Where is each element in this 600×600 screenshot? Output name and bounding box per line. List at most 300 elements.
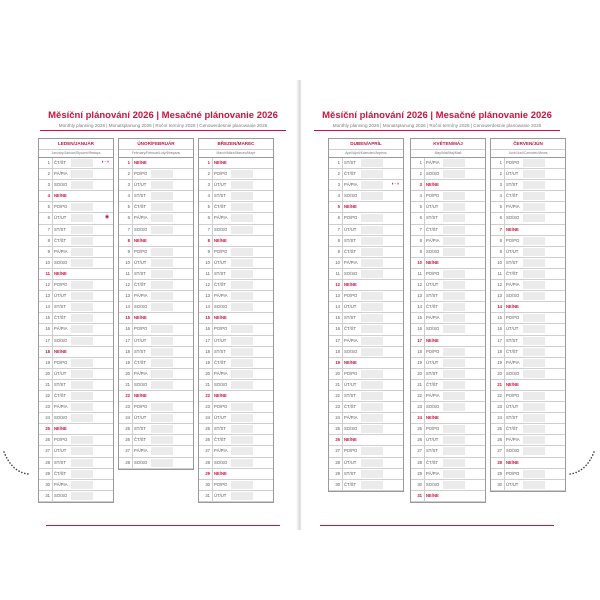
note-field: [443, 348, 465, 356]
day-number: 21: [417, 381, 422, 387]
weekday-label: ST/ST: [426, 448, 438, 454]
weekday-label: PÁ/PIA: [134, 293, 148, 299]
day-number: 23: [497, 404, 502, 410]
note-field: [523, 170, 545, 178]
note-field: [71, 181, 93, 189]
month-translations: June/Juni/Czerwiec/Июнь: [491, 149, 565, 157]
note-field: [151, 203, 173, 211]
day-number: 3: [47, 182, 50, 188]
weekday-label: ČT/ŠT: [134, 437, 147, 443]
weekday-label: SO/SO: [214, 226, 228, 232]
day-number: 1: [419, 160, 422, 165]
weekday-label: ÚT/UT: [214, 337, 227, 343]
dotted-ribbon-icon: [568, 450, 596, 476]
note-field: [523, 470, 545, 478]
day-number: 5: [337, 204, 340, 210]
day-number: 10: [335, 259, 340, 265]
day-number: 15: [335, 315, 340, 321]
weekday-label: SO/SO: [344, 426, 358, 432]
moon-phase-icon: ◐-◑: [391, 182, 399, 188]
note-field: [523, 481, 545, 489]
day-row: [491, 469, 565, 480]
note-field: [231, 337, 253, 345]
weekday-label: ÚT/UT: [214, 259, 227, 265]
note-field: [231, 436, 253, 444]
note-field: [443, 192, 465, 200]
day-number: 29: [205, 470, 210, 476]
weekday-label: PO/PO: [426, 270, 440, 276]
note-field: [523, 314, 545, 322]
page-title: Měsíční plánování 2026 | Mesačné plánovanie 2026: [322, 110, 552, 121]
weekday-label: ÚT/UT: [344, 381, 357, 387]
weekday-label: ČT/ŠT: [426, 226, 439, 232]
day-number: 16: [497, 326, 502, 332]
day-row: [491, 336, 565, 347]
day-number: 13: [205, 293, 210, 299]
note-field: [523, 203, 545, 211]
day-number: 4: [419, 193, 422, 199]
day-row: [411, 347, 485, 358]
day-row: [39, 169, 113, 180]
day-row: [199, 347, 273, 358]
weekday-label: PÁ/PIA: [214, 370, 228, 376]
weekday-label: PÁ/PIA: [134, 448, 148, 454]
day-row-weekend: [119, 158, 193, 169]
day-number: 26: [417, 437, 422, 443]
weekday-label: NE/NE: [506, 459, 519, 465]
note-field: [443, 403, 465, 411]
day-number: 1: [499, 160, 502, 165]
note-field: [151, 248, 173, 256]
weekday-label: ST/ST: [506, 337, 518, 343]
day-row: [119, 225, 193, 236]
weekday-label: ÚT/UT: [54, 215, 67, 221]
note-field: [361, 237, 383, 245]
month-header: [329, 139, 403, 158]
weekday-label: PÁ/PIA: [214, 448, 228, 454]
month-translations: April/April/Kwiecień/Апрель: [329, 149, 403, 157]
note-field: [361, 259, 383, 267]
day-row-weekend: [39, 424, 113, 435]
note-field: [231, 403, 253, 411]
day-number: 14: [125, 304, 130, 310]
weekday-label: PÁ/PIA: [426, 315, 440, 321]
weekday-label: ÚT/UT: [506, 404, 519, 410]
note-field: [231, 370, 253, 378]
note-field: [361, 370, 383, 378]
day-number: 27: [335, 448, 340, 454]
day-number: 22: [335, 392, 340, 398]
day-row: [119, 302, 193, 313]
day-row: [329, 424, 403, 435]
day-number: 29: [417, 470, 422, 476]
note-field: [523, 248, 545, 256]
day-number: 19: [335, 359, 340, 365]
note-field: [231, 492, 253, 500]
weekday-label: ÚT/UT: [134, 337, 147, 343]
day-row: [411, 391, 485, 402]
day-row: [411, 302, 485, 313]
day-row: [199, 324, 273, 335]
note-field: [523, 281, 545, 289]
day-row: [199, 202, 273, 213]
day-number: 28: [45, 459, 50, 465]
day-row: [411, 291, 485, 302]
month-header: [411, 139, 485, 158]
day-number: 16: [417, 326, 422, 332]
note-field: [71, 381, 93, 389]
weekday-label: SO/SO: [506, 448, 520, 454]
weekday-label: ČT/ŠT: [344, 171, 357, 177]
day-number: 28: [497, 459, 502, 465]
day-row: [329, 269, 403, 280]
weekday-label: ČT/ŠT: [426, 381, 439, 387]
day-row: [119, 358, 193, 369]
day-row-weekend: [491, 380, 565, 391]
note-field: [231, 226, 253, 234]
day-row: [491, 424, 565, 435]
note-field: [151, 226, 173, 234]
day-row-weekend: [199, 469, 273, 480]
day-row-weekend: [329, 435, 403, 446]
day-row: [39, 180, 113, 191]
weekday-label: ČT/ŠT: [214, 359, 227, 365]
day-number: 11: [125, 270, 130, 276]
day-row: [411, 213, 485, 224]
day-number: 31: [205, 492, 210, 498]
day-row: [199, 424, 273, 435]
day-number: 28: [335, 459, 340, 465]
weekday-label: NE/NE: [426, 182, 439, 188]
note-field: [361, 381, 383, 389]
weekday-label: PO/PO: [344, 293, 358, 299]
weekday-label: ST/ST: [426, 370, 438, 376]
weekday-label: ČT/ŠT: [426, 459, 439, 465]
day-number: 13: [45, 293, 50, 299]
weekday-label: ST/ST: [54, 381, 66, 387]
day-row: [119, 347, 193, 358]
weekday-label: SO/SO: [214, 459, 228, 465]
day-row: [39, 402, 113, 413]
day-row: [119, 458, 193, 469]
note-field: [151, 325, 173, 333]
month-translations: February/Februar/Luty/Февраль: [119, 149, 193, 157]
weekday-label: ST/ST: [344, 160, 356, 165]
day-row: [411, 358, 485, 369]
day-row: [39, 380, 113, 391]
note-field: [361, 181, 383, 189]
day-row: [491, 358, 565, 369]
note-field: [361, 447, 383, 455]
day-number: 11: [335, 270, 340, 276]
note-field: [231, 281, 253, 289]
day-number: 7: [207, 226, 210, 232]
note-field: [523, 414, 545, 422]
book-spine: [296, 80, 302, 530]
day-row: [411, 236, 485, 247]
note-field: [71, 481, 93, 489]
month-header: [491, 139, 565, 158]
note-field: [443, 481, 465, 489]
day-number: 1: [127, 160, 130, 165]
day-row: [39, 480, 113, 491]
day-row: [39, 491, 113, 502]
note-field: [71, 447, 93, 455]
note-field: [71, 359, 93, 367]
note-field: [523, 192, 545, 200]
note-field: [231, 170, 253, 178]
day-number: 19: [417, 359, 422, 365]
day-number: 12: [125, 282, 130, 288]
weekday-label: ÚT/UT: [54, 293, 67, 299]
weekday-label: NE/NE: [506, 304, 519, 310]
note-field: [523, 337, 545, 345]
page-subtitle: Monthly planning 2026 | Monatsplanung 2026 | Roční termíny 2026 | Cenowerdesnie planowanie 2026: [58, 123, 268, 128]
day-row: [39, 435, 113, 446]
day-row: [329, 213, 403, 224]
day-row: [199, 435, 273, 446]
moon-phase-icon: ◐-◑: [101, 160, 109, 165]
day-number: 8: [499, 237, 502, 243]
day-number: 10: [497, 259, 502, 265]
weekday-label: ÚT/UT: [54, 448, 67, 454]
note-field: [443, 281, 465, 289]
day-row: [119, 446, 193, 457]
weekday-label: ÚT/UT: [344, 459, 357, 465]
day-number: 8: [337, 237, 340, 243]
weekday-label: NE/NE: [506, 381, 519, 387]
note-field: [443, 314, 465, 322]
note-field: [71, 214, 93, 222]
day-number: 12: [205, 282, 210, 288]
note-field: [231, 459, 253, 467]
day-row: [119, 413, 193, 424]
month-name: ČERVEN/JÚN: [513, 141, 543, 146]
note-field: [361, 459, 383, 467]
weekday-label: PÁ/PIA: [54, 404, 68, 410]
weekday-label: ČT/ŠT: [344, 326, 357, 332]
day-number: 11: [45, 270, 50, 276]
note-field: [361, 348, 383, 356]
weekday-label: ÚT/UT: [214, 182, 227, 188]
day-row: [119, 202, 193, 213]
weekday-label: PO/PO: [54, 437, 68, 443]
day-row: [491, 291, 565, 302]
day-number: 30: [205, 481, 210, 487]
weekday-label: NE/NE: [506, 226, 519, 232]
month-translations: March/März/Marzec/Март: [199, 149, 273, 157]
weekday-label: ČT/ŠT: [426, 304, 439, 310]
day-number: 8: [127, 237, 130, 243]
day-number: 2: [337, 171, 340, 177]
day-row: [119, 435, 193, 446]
weekday-label: ČT/ŠT: [506, 193, 519, 199]
weekday-label: SO/SO: [134, 381, 148, 387]
day-row-weekend: [119, 391, 193, 402]
day-row: [199, 302, 273, 313]
month-column: [410, 138, 486, 503]
weekday-label: ÚT/UT: [426, 437, 439, 443]
weekday-label: NE/NE: [214, 237, 227, 243]
day-number: 13: [417, 293, 422, 299]
day-row: [39, 158, 113, 169]
day-row: [329, 313, 403, 324]
note-field: [231, 359, 253, 367]
note-field: [361, 470, 383, 478]
note-field: [523, 259, 545, 267]
day-number: 5: [419, 204, 422, 210]
day-row: [119, 247, 193, 258]
weekday-label: PO/PO: [506, 160, 520, 165]
weekday-label: ČT/ŠT: [344, 404, 357, 410]
weekday-label: ST/ST: [134, 270, 146, 276]
weekday-label: ÚT/UT: [426, 282, 439, 288]
day-number: 13: [335, 293, 340, 299]
day-number: 30: [45, 481, 50, 487]
weekday-label: PO/PO: [214, 248, 228, 254]
day-number: 23: [417, 404, 422, 410]
note-field: [71, 492, 93, 500]
weekday-label: ČT/ŠT: [54, 392, 67, 398]
day-row: [119, 369, 193, 380]
note-field: [231, 481, 253, 489]
weekday-label: PÁ/PIA: [344, 337, 358, 343]
day-number: 17: [497, 337, 502, 343]
day-row: [119, 269, 193, 280]
day-row: [491, 169, 565, 180]
note-field: [361, 303, 383, 311]
weekday-label: SO/SO: [506, 215, 520, 221]
weekday-label: ST/ST: [134, 348, 146, 354]
day-row: [491, 324, 565, 335]
day-row-weekend: [411, 413, 485, 424]
note-field: [151, 447, 173, 455]
day-row: [39, 458, 113, 469]
note-field: [443, 303, 465, 311]
day-row: [39, 313, 113, 324]
note-field: [71, 314, 93, 322]
month-column: [118, 138, 194, 470]
day-row-weekend: [39, 269, 113, 280]
note-field: [151, 348, 173, 356]
weekday-label: SO/SO: [426, 404, 440, 410]
day-number: 14: [497, 304, 502, 310]
day-row: [39, 280, 113, 291]
day-row: [491, 435, 565, 446]
day-row: [411, 469, 485, 480]
weekday-label: ČT/ŠT: [134, 282, 147, 288]
day-number: 10: [125, 259, 130, 265]
note-field: [151, 337, 173, 345]
note-field: [443, 359, 465, 367]
weekday-label: PO/PO: [54, 359, 68, 365]
day-row: [329, 402, 403, 413]
weekday-label: ÚT/UT: [426, 359, 439, 365]
day-number: 29: [497, 470, 502, 476]
day-row: [199, 402, 273, 413]
day-row-weekend: [491, 458, 565, 469]
note-field: [361, 170, 383, 178]
weekday-label: ST/ST: [426, 215, 438, 221]
day-number: 17: [335, 337, 340, 343]
day-row: [119, 402, 193, 413]
day-row: [411, 458, 485, 469]
note-field: [151, 425, 173, 433]
weekday-label: NE/NE: [214, 470, 227, 476]
day-row: [199, 269, 273, 280]
note-field: [443, 270, 465, 278]
day-row: [329, 258, 403, 269]
weekday-label: PÁ/PIA: [214, 293, 228, 299]
day-number: 25: [125, 426, 130, 432]
note-field: [443, 292, 465, 300]
weekday-label: PÁ/PIA: [134, 370, 148, 376]
day-row: [329, 236, 403, 247]
day-number: 18: [497, 348, 502, 354]
day-row: [491, 402, 565, 413]
day-number: 30: [417, 481, 422, 487]
note-field: [361, 403, 383, 411]
day-row-weekend: [119, 236, 193, 247]
day-number: 5: [47, 204, 50, 210]
day-number: 22: [125, 392, 130, 398]
day-row-weekend: [329, 358, 403, 369]
day-row: [411, 158, 485, 169]
day-row: [199, 446, 273, 457]
day-number: 3: [499, 182, 502, 188]
note-field: [231, 214, 253, 222]
day-row: [39, 225, 113, 236]
month-name: BŘEZEN/MAREC: [217, 141, 255, 146]
weekday-label: ÚT/UT: [344, 226, 357, 232]
day-row: [119, 280, 193, 291]
note-field: [361, 270, 383, 278]
day-number: 11: [497, 270, 502, 276]
note-field: [151, 436, 173, 444]
day-number: 26: [205, 437, 210, 443]
day-row: [39, 291, 113, 302]
month-name: DUBEN/APRÍL: [350, 141, 382, 146]
note-field: [361, 481, 383, 489]
weekday-label: ČT/ŠT: [214, 437, 227, 443]
dotted-ribbon-icon: [2, 450, 30, 476]
day-row-weekend: [119, 313, 193, 324]
weekday-label: ST/ST: [54, 226, 66, 232]
day-number: 22: [205, 392, 210, 398]
weekday-label: PÁ/PIA: [344, 182, 358, 188]
day-number: 4: [127, 193, 130, 199]
day-number: 25: [497, 426, 502, 432]
day-number: 16: [205, 326, 210, 332]
note-field: [443, 170, 465, 178]
note-field: [523, 325, 545, 333]
right-page: [306, 86, 568, 526]
weekday-label: SO/SO: [214, 304, 228, 310]
day-number: 28: [125, 459, 130, 465]
weekday-label: PÁ/PIA: [54, 481, 68, 487]
day-row: [411, 169, 485, 180]
day-number: 8: [419, 237, 422, 243]
weekday-label: PO/PO: [134, 326, 148, 332]
weekday-label: NE/NE: [54, 426, 67, 432]
weekday-label: ST/ST: [214, 426, 226, 432]
day-number: 6: [499, 215, 502, 221]
note-field: [443, 425, 465, 433]
day-number: 28: [205, 459, 210, 465]
weekday-label: ČT/ŠT: [54, 160, 67, 165]
weekday-label: PÁ/PIA: [426, 470, 440, 476]
day-row: [491, 446, 565, 457]
